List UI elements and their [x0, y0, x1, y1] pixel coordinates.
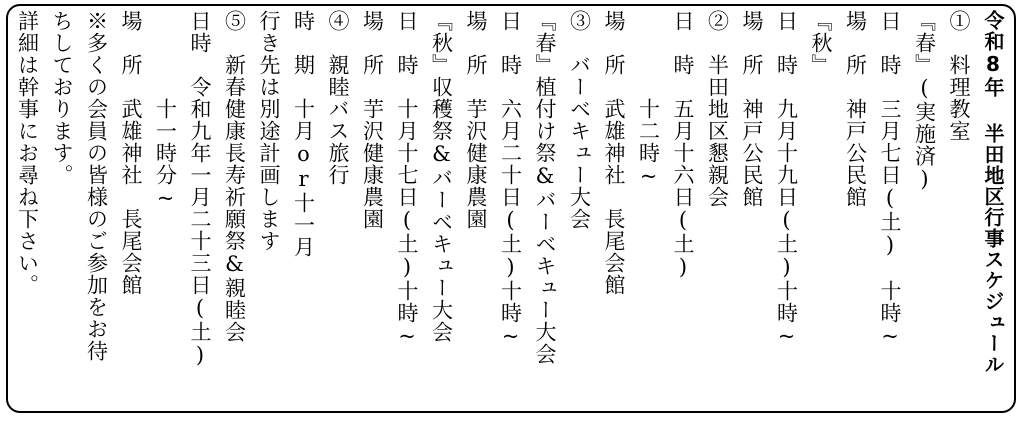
bus-trip-destination: 行き先は別途計画します	[257, 10, 281, 252]
social-date: 日 時 五月十六日(土)	[671, 10, 695, 280]
cooking-spring-place: 場 所 神戸公民館	[843, 10, 868, 208]
cooking-autumn-label: 『秋』	[809, 10, 833, 76]
newyear-place: 場 所 武雄神社 長尾会館	[119, 10, 143, 296]
section-3-heading: ③ バーベキュー大会	[567, 10, 592, 230]
cooking-autumn-datetime: 日 時 九月十九日(土)十時~	[774, 10, 799, 349]
social-place: 場 所 武雄神社 長尾会館	[602, 10, 626, 296]
bbq-autumn-datetime: 日 時 十月十七日(土)十時~	[395, 10, 419, 349]
newyear-date: 日時 令和九年一月二十三日(土)	[188, 10, 212, 368]
section-5-heading: ⑤ 新春健康長寿祈願祭&親睦会	[222, 10, 247, 343]
section-2-heading: ② 半田地区懇親会	[705, 10, 730, 208]
cooking-autumn-place: 場 所 神戸公民館	[740, 10, 764, 208]
schedule-title: 令和8年 半田地区行事スケジュール	[981, 10, 1005, 375]
newyear-time: 十一時分~	[153, 10, 178, 211]
section-4-heading: ④ 親睦バス旅行	[326, 10, 350, 186]
vertical-text-body	[14, 10, 1010, 408]
bbq-spring-place: 場 所 芋沢健康農園	[464, 10, 488, 230]
bbq-spring-label: 『春』植付け祭&バーベキュー大会	[533, 10, 557, 365]
social-time: 十二時~	[636, 10, 661, 189]
footer-note-line-2: ちしております。	[50, 10, 74, 186]
footer-note-line-3: 詳細は幹事にお尋ね下さい。	[15, 10, 40, 296]
cooking-spring-datetime: 日 時 三月七日(土) 十時~	[878, 10, 902, 349]
bus-trip-period: 時 期 十月or十一月	[291, 10, 316, 258]
bbq-autumn-place: 場 所 芋沢健康農園	[360, 10, 385, 230]
cooking-spring-label: 『春』(実施済)	[912, 10, 937, 192]
footer-note-line-1: ※多くの会員の皆様のご参加をお待	[84, 10, 109, 362]
bbq-autumn-label: 『秋』収穫祭&バーベキュー大会	[429, 10, 454, 343]
section-1-heading: ① 料理教室	[947, 10, 971, 142]
bbq-spring-datetime: 日 時 六月二十日(土)十時~	[498, 10, 523, 349]
